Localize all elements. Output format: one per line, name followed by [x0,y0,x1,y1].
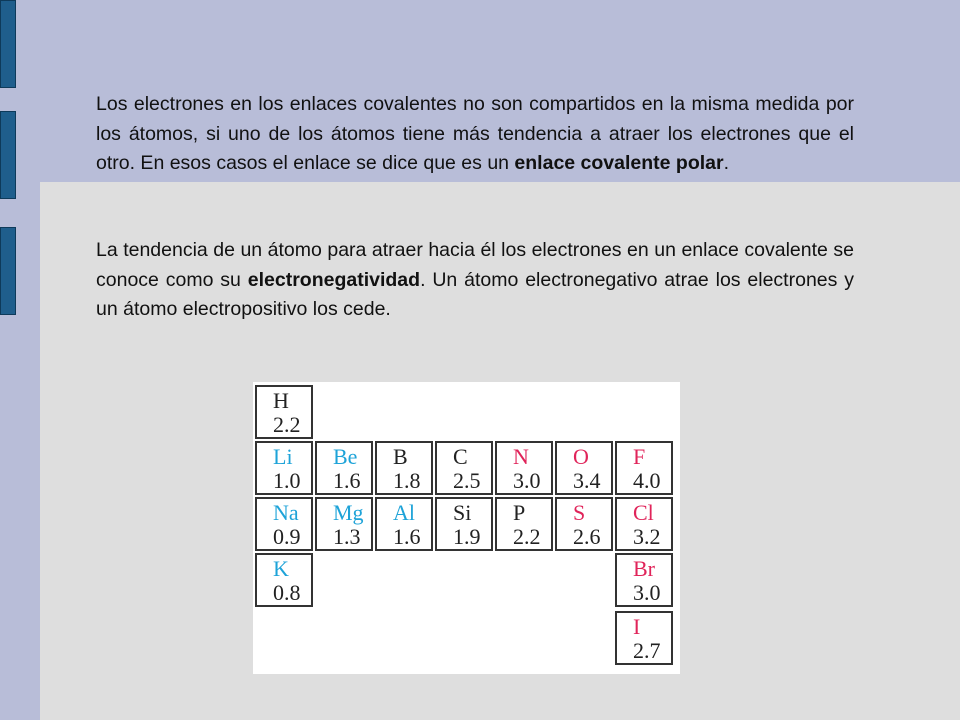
element-symbol: K [273,556,289,581]
element-symbol: Li [273,444,293,469]
element-cell [375,497,433,551]
element-symbol: Na [273,500,299,525]
element-value: 3.0 [633,580,661,605]
element-symbol: F [633,444,646,469]
element-symbol: Be [333,444,358,469]
element-cell [495,497,553,551]
element-symbol: P [513,500,526,525]
element-cell [375,441,433,495]
element-value: 1.9 [453,524,481,549]
bold-term: enlace covalente polar [514,152,724,174]
element-symbol: H [273,388,289,413]
element-cell [615,553,673,607]
element-value: 1.8 [393,468,421,493]
element-symbol: B [393,444,408,469]
electronegativity-table [253,382,680,674]
element-cell [255,441,313,495]
element-value: 2.2 [273,412,301,437]
accent-bar-3 [0,227,16,315]
element-symbol: O [573,444,589,469]
element-symbol: Cl [633,500,654,525]
element-value: 2.6 [573,524,601,549]
element-value: 0.8 [273,580,301,605]
element-value: 3.0 [513,468,541,493]
element-cell [435,441,493,495]
element-value: 2.5 [453,468,481,493]
element-cell [555,441,613,495]
element-cell [315,497,373,551]
element-cell [255,385,313,439]
element-value: 4.0 [633,468,661,493]
element-cell [495,441,553,495]
element-value: 1.6 [333,468,361,493]
paragraph-polar-bond [96,90,854,179]
element-value: 3.4 [573,468,601,493]
element-cell [615,497,673,551]
element-value: 3.2 [633,524,661,549]
accent-bar-1 [0,0,16,88]
element-symbol: S [573,500,586,525]
element-cell [615,611,673,665]
element-value: 2.7 [633,638,661,663]
element-symbol: I [633,614,641,639]
paragraph-text: . Un átomo electronegativo atrae los electrones y un átomo electropositivo los cede. [96,268,854,320]
element-value: 1.6 [393,524,421,549]
element-cell [255,497,313,551]
element-symbol: Si [453,500,472,525]
element-value: 1.3 [333,524,361,549]
accent-bar-2 [0,111,16,199]
element-symbol: C [453,444,468,469]
element-symbol: Mg [333,500,364,525]
paragraph-text: . [723,152,730,174]
bold-term: electronegatividad [247,268,421,291]
paragraph-text: La tendencia de un átomo para atraer hacia él los electrones en un enlace covalente se conoce como su [96,239,854,291]
element-symbol: Al [393,500,415,525]
element-cell [555,497,613,551]
element-symbol: Br [633,556,655,581]
element-cell [255,553,313,607]
element-cell [615,441,673,495]
element-value: 2.2 [513,524,541,549]
element-value: 1.0 [273,468,301,493]
element-cell [315,441,373,495]
paragraph-text: Los electrones en los enlaces covalentes no son compartidos en la misma medida por los átomos, si uno de los átomos tiene más tendencia a atraer los electrones que el otro. En esos casos el enlace se dice que es un [96,93,854,174]
element-symbol: N [513,444,529,469]
paragraph-electronegativity [96,236,854,325]
element-cell [435,497,493,551]
element-value: 0.9 [273,524,301,549]
